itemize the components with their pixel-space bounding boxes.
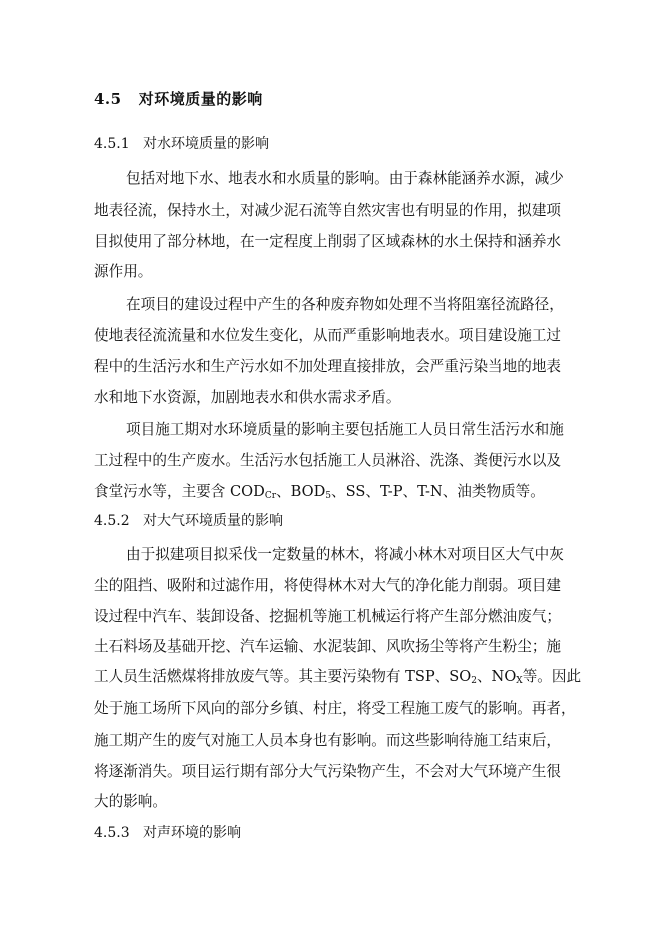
paragraph-line: 设过程中汽车、装卸设备、挖掘机等施工机械运行将产生部分燃油废气；	[94, 608, 562, 625]
subsection-number: 4.5.3	[94, 825, 130, 841]
paragraph-line: 水和地下水资源，加剧地表水和供水需求矛盾。	[94, 389, 401, 406]
subsection-title: 对声环境的影响	[142, 825, 241, 841]
paragraph-line: 地表径流，保持水土，对减少泥石流等自然灾害也有明显的作用，拟建项	[94, 202, 562, 219]
subsection-heading-water	[94, 133, 269, 153]
paragraph-line: 工过程中的生产废水。生活污水包括施工人员淋浴、洗涤、粪便污水以及	[94, 452, 562, 469]
text-run: 等。因此	[522, 668, 582, 685]
paragraph-line: 施工期产生的废气对施工人员本身也有影响。而这些影响待施工结束后，	[94, 732, 562, 749]
text-run: 工人员生活燃煤将排放废气等。其主要污染物有 TSP、SO	[94, 668, 472, 685]
subscript: Cr	[264, 491, 277, 501]
paragraph-line: 目拟使用了部分林地，在一定程度上削弱了区域森林的水土保持和涵养水	[94, 233, 562, 250]
paragraph-line: 源作用。	[94, 263, 153, 280]
subsection-heading-air	[94, 510, 283, 530]
section-number: 4.5	[94, 90, 122, 108]
paragraph-line: 将逐渐消失。项目运行期有部分大气污染物产生，不会对大气环境产生很	[94, 763, 562, 780]
paragraph-line: 包括对地下水、地表水和水质量的影响。由于森林能涵养水源，减少	[126, 170, 564, 187]
subscript: X	[516, 676, 523, 686]
paragraph-line: 使地表径流流量和水位发生变化，从而严重影响地表水。项目建设施工过	[94, 327, 562, 344]
paragraph-line: 大的影响。	[94, 793, 167, 810]
paragraph-line: 处于施工场所下风向的部分乡镇、村庄，将受工程施工废气的影响。再者，	[94, 700, 576, 717]
subsection-heading-noise	[94, 822, 241, 842]
subsection-title: 对水环境质量的影响	[142, 136, 269, 152]
subscript: 2	[471, 676, 477, 686]
text-run: 、SS、T-P、T-N、油类物质等。	[331, 483, 545, 500]
paragraph-line: 土石料场及基础开挖、汽车运输、水泥装卸、风吹扬尘等将产生粉尘；施	[94, 638, 562, 655]
text-run: 食堂污水等，主要含 COD	[94, 483, 265, 500]
section-heading	[94, 88, 263, 109]
paragraph-line: 由于拟建项目拟采伐一定数量的林木，将减小林木对项目区大气中灰	[126, 546, 564, 563]
subsection-title: 对大气环境质量的影响	[142, 513, 283, 529]
paragraph-line	[94, 480, 545, 501]
paragraph-line: 在项目的建设过程中产生的各种废弃物如处理不当将阻塞径流路径，	[126, 296, 564, 313]
subsection-number: 4.5.1	[94, 136, 130, 152]
subsection-number: 4.5.2	[94, 513, 130, 529]
paragraph-line	[94, 665, 581, 686]
subscript: 5	[325, 491, 332, 501]
text-run: 、NO	[476, 668, 517, 685]
section-title: 对环境质量的影响	[138, 90, 263, 108]
paragraph-line: 程中的生活污水和生产污水如不加处理直接排放，会严重污染当地的地表	[94, 358, 562, 375]
paragraph-line: 项目施工期对水环境质量的影响主要包括施工人员日常生活污水和施	[126, 421, 564, 438]
text-run: 、BOD	[276, 483, 326, 500]
paragraph-line: 尘的阻挡、吸附和过滤作用，将使得林木对大气的净化能力削弱。项目建	[94, 577, 562, 594]
